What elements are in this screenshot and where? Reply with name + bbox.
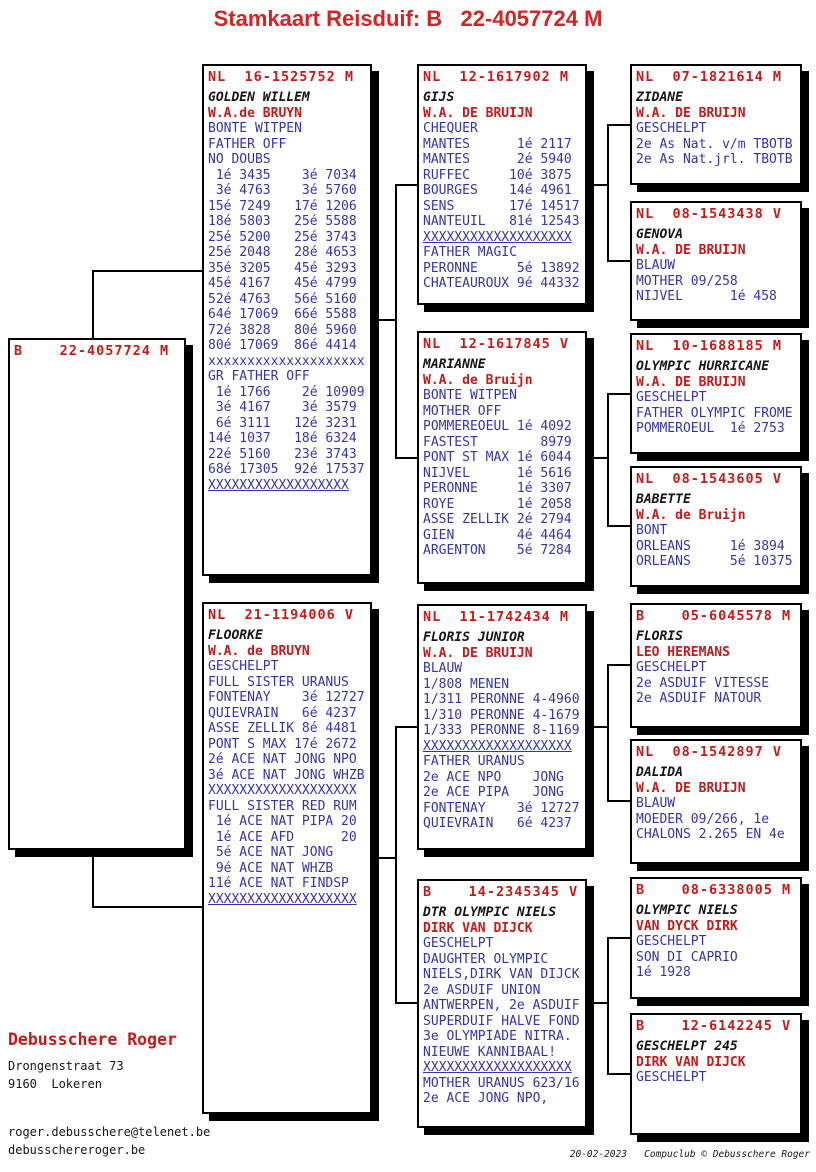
box-line-info: FATHER MAGIC xyxy=(423,245,517,260)
connector-line xyxy=(586,726,609,728)
connector-line xyxy=(586,184,609,186)
box-line-info: SUPERDUIF HALVE FOND xyxy=(423,1013,580,1029)
box-line-info: GESCHELPT xyxy=(636,390,707,405)
box-line-breeder: W.A. DE BRUIJN xyxy=(636,242,746,258)
box-line-info: FATHER OFF xyxy=(208,136,287,152)
box-lines xyxy=(636,227,796,305)
box-line-breeder: W.A. DE BRUIJN xyxy=(636,374,746,390)
box-line-info: 64é 17069 66é 5588 xyxy=(208,307,357,322)
box-line-info: PONT S MAX 17é 2672 xyxy=(208,736,357,752)
connector-line xyxy=(395,726,397,1004)
box-line-info: 2e ACE PIPA JONG xyxy=(423,785,564,800)
box-line-info: POMMEROEUL 1é 2753 xyxy=(636,421,785,436)
box-line-info: 1é ACE NAT PIPA 20 xyxy=(208,814,357,829)
box-line-info: FULL SISTER RED RUM xyxy=(208,798,357,814)
connector-line xyxy=(395,184,397,459)
box-line-info: NIJVEL 1é 5616 xyxy=(423,465,572,481)
page-title: Stamkaart Reisduif: B 22-4057724 M xyxy=(213,6,603,31)
box-line-info: FASTEST 8979 xyxy=(423,434,572,450)
pedigree-box-greatgrandparent-6 xyxy=(630,739,802,864)
box-line-info: 1/310 PERONNE 4-1679 xyxy=(423,707,580,723)
box-line-breeder: W.A. DE BRUIJN xyxy=(423,645,533,661)
box-line-info: 14é 1037 18é 6324 xyxy=(208,431,357,446)
box-line-info: 22é 5160 23é 3743 xyxy=(208,446,357,462)
box-line-info: 1é 1766 2é 10909 xyxy=(208,384,365,400)
box-line-infou: XXXXXXXXXXXXXXXXXXX xyxy=(423,1060,572,1075)
box-line-info: NANTEUIL 81é 12543 xyxy=(423,214,580,229)
box-line-info: POMMEREOEUL 1é 4092 xyxy=(423,419,572,434)
box-line-breeder: W.A. de BRUYN xyxy=(208,643,310,659)
connector-line xyxy=(607,260,631,262)
box-line-info: 3e OLYMPIADE NITRA. xyxy=(423,1029,572,1044)
software-credit: Compuclub © Debusschere Roger xyxy=(644,1149,810,1160)
box-line-info: 1é 1928 xyxy=(636,965,691,980)
box-code: NL 11-1742434 M xyxy=(423,609,570,625)
box-line-info: ARGENTON 5é 7284 xyxy=(423,543,572,558)
box-line-info: QUIEVRAIN 6é 4237 xyxy=(423,816,572,831)
box-line-info: BLAUW xyxy=(636,258,676,273)
pedigree-box-grandmother-paternal xyxy=(417,331,587,584)
connector-line xyxy=(92,270,203,272)
box-line-info: 3é ACE NAT JONG WHZB xyxy=(208,767,365,783)
connector-line xyxy=(607,393,609,527)
pedigree-box-greatgrandparent-8 xyxy=(630,1013,802,1135)
box-line-info: GESCHELPT xyxy=(636,660,707,675)
box-code: B 05-6045578 M xyxy=(636,608,792,624)
box-line-info: CHATEAUROUX 9é 44332 xyxy=(423,276,580,291)
connector-line xyxy=(586,1002,609,1004)
print-credit xyxy=(547,1138,810,1171)
owner-name: Debusschere Roger xyxy=(8,1030,177,1049)
box-line-info: BLAUW xyxy=(636,796,676,811)
box-line-name: MARIANNE xyxy=(423,357,486,372)
box-line-info: 2e ASDUIF VITESSE xyxy=(636,675,770,691)
box-line-info: MOTHER 09/258 xyxy=(636,273,738,289)
box-line-breeder: W.A. DE BRUIJN xyxy=(636,105,746,121)
box-line-info: 6é 3111 12é 3231 xyxy=(208,415,357,431)
box-line-name: FLOORKE xyxy=(208,628,263,643)
box-code: B 22-4057724 M xyxy=(14,343,170,359)
box-code: NL 07-1821614 M xyxy=(636,69,783,85)
connector-line xyxy=(607,124,609,262)
box-line-breeder: W.A. de Bruijn xyxy=(636,507,746,523)
box-line-info: 25é 2048 28é 4653 xyxy=(208,245,357,260)
box-line-info: QUIEVRAIN 6é 4237 xyxy=(208,705,357,721)
box-line-info: NIEUWE KANNIBAAL! xyxy=(423,1044,557,1060)
box-code: B 14-2345345 V xyxy=(423,884,579,900)
box-line-info: 72é 3828 80é 5960 xyxy=(208,322,357,338)
pedigree-box-greatgrandparent-5 xyxy=(630,603,802,728)
box-line-name: ZIDANE xyxy=(636,90,683,105)
pedigree-box-grandfather-paternal xyxy=(417,64,587,305)
box-line-breeder: W.A. DE BRUIJN xyxy=(636,780,746,796)
box-line-info: 2é ACE NAT JONG NPO xyxy=(208,752,357,767)
connector-line xyxy=(371,857,397,859)
box-line-name: OLYMPIC HURRICANE xyxy=(636,359,770,374)
owner-website: debusschereroger.be xyxy=(8,1143,146,1157)
connector-line xyxy=(92,848,94,908)
box-line-name: GESCHELPT 245 xyxy=(636,1039,738,1054)
box-code: NL 10-1688185 M xyxy=(636,338,783,354)
box-lines xyxy=(423,905,581,1107)
box-line-name: GOLDEN WILLEM xyxy=(208,90,310,105)
box-line-info: RUFFEC 10é 3875 xyxy=(423,167,572,183)
box-line-name: GENOVA xyxy=(636,227,683,242)
box-line-breeder: VAN DYCK DIRK xyxy=(636,918,738,934)
connector-line xyxy=(607,1073,631,1075)
connector-line xyxy=(607,664,631,666)
box-line-info: 3é 4167 3é 3579 xyxy=(208,400,357,415)
box-line-info: GIEN 4é 4464 xyxy=(423,527,572,543)
box-line-info: 45é 4167 45é 4799 xyxy=(208,276,357,291)
connector-line xyxy=(395,726,418,728)
box-code: B 12-6142245 V xyxy=(636,1018,792,1034)
box-line-infou: XXXXXXXXXXXXXXXXXXX xyxy=(423,229,572,245)
box-line-info: SON DI CAPRIO xyxy=(636,949,738,965)
box-line-name: DTR OLYMPIC NIELS xyxy=(423,905,557,920)
box-line-info: GESCHELPT xyxy=(636,1070,707,1085)
box-line-name: FLORIS JUNIOR xyxy=(423,630,525,645)
connector-line xyxy=(607,393,631,395)
box-line-info: FONTENAY 3é 12727 xyxy=(208,690,365,705)
box-line-info: NIELS,DIRK VAN DIJCK xyxy=(423,967,580,982)
box-line-info: 1/311 PERONNE 4-4960 xyxy=(423,692,580,707)
print-date: 20-02-2023 xyxy=(569,1149,627,1160)
pedigree-box-greatgrandparent-2 xyxy=(630,201,802,321)
box-line-info: DAUGHTER OLYMPIC xyxy=(423,951,549,967)
box-line-breeder: W.A.de BRUYN xyxy=(208,105,302,121)
box-line-name: DALIDA xyxy=(636,765,683,780)
box-line-info: 2e ASDUIF UNION xyxy=(423,982,541,998)
pedigree-box-greatgrandparent-1 xyxy=(630,64,802,185)
box-line-info: ASSE ZELLIK 8é 4481 xyxy=(208,721,357,736)
box-line-name: FLORIS xyxy=(636,629,683,644)
box-line-info: MANTES 2é 5940 xyxy=(423,152,572,167)
box-line-info: ASSE ZELLIK 2é 2794 xyxy=(423,512,572,527)
box-line-info: 68é 17305 92é 17537 xyxy=(208,462,365,477)
box-line-name: OLYMPIC NIELS xyxy=(636,903,738,918)
box-line-info: 2e ACE JONG NPO, xyxy=(423,1091,549,1106)
box-lines xyxy=(208,628,366,907)
box-line-info: BONTE WITPEN xyxy=(423,388,517,403)
box-line-info: 18é 5803 25é 5588 xyxy=(208,214,357,229)
box-code: NL 12-1617902 M xyxy=(423,69,570,85)
box-line-info: GESCHELPT xyxy=(208,659,279,674)
box-lines xyxy=(636,765,796,843)
box-line-info: 25é 5200 25é 3743 xyxy=(208,229,357,245)
box-code: NL 12-1617845 V xyxy=(423,336,570,352)
connector-line xyxy=(395,457,418,459)
connector-line xyxy=(92,270,94,340)
box-line-info: PERONNE 5é 13892 xyxy=(423,260,580,276)
connector-line xyxy=(395,1002,418,1004)
box-line-info: MOTHER OFF xyxy=(423,403,502,419)
box-line-infou: XXXXXXXXXXXXXXXXXX xyxy=(208,477,349,493)
box-line-info: MANTES 1é 2117 xyxy=(423,136,572,152)
box-line-name: GIJS xyxy=(423,90,455,105)
pedigree-box-father xyxy=(202,64,372,576)
connector-line xyxy=(92,906,203,908)
box-line-info: CHEQUER xyxy=(423,121,478,136)
box-lines xyxy=(423,90,581,292)
connector-line xyxy=(607,800,631,802)
box-line-info: xxxxxxxxxxxxxxxxxxxx xyxy=(208,353,365,369)
box-line-info: 1é 3435 3é 7034 xyxy=(208,167,357,183)
box-line-info: FULL SISTER URANUS xyxy=(208,674,349,690)
box-line-info: PERONNE 1é 3307 xyxy=(423,481,572,496)
box-code: NL 08-1542897 V xyxy=(636,744,783,760)
box-code: B 08-6338005 M xyxy=(636,882,792,898)
box-line-breeder: DIRK VAN DIJCK xyxy=(423,920,533,936)
connector-line xyxy=(607,664,609,802)
pedigree-box-greatgrandparent-3 xyxy=(630,333,802,454)
box-lines xyxy=(636,903,796,981)
box-line-info: 3é 4763 3é 5760 xyxy=(208,183,357,198)
pedigree-box-greatgrandparent-4 xyxy=(630,466,802,587)
box-line-breeder: LEO HEREMANS xyxy=(636,644,730,660)
box-line-info: GESCHELPT xyxy=(423,936,494,951)
box-line-info: PONT ST MAX 1é 6044 xyxy=(423,450,572,465)
connector-line xyxy=(607,937,609,1075)
box-line-info: BLAUW xyxy=(423,661,463,676)
box-line-info: 52é 4763 56é 5160 xyxy=(208,291,357,307)
box-line-breeder: DIRK VAN DIJCK xyxy=(636,1054,746,1070)
pedigree-box-grandmother-maternal xyxy=(417,879,587,1128)
box-code: NL 16-1525752 M xyxy=(208,69,355,85)
box-line-info: 2e ACE NPO JONG xyxy=(423,769,564,785)
box-line-info: 15é 7249 17é 1206 xyxy=(208,198,357,214)
pedigree-box-grandfather-maternal xyxy=(417,604,587,850)
box-line-name: BABETTE xyxy=(636,492,691,507)
connector-line xyxy=(371,319,397,321)
box-line-info: 1/333 PERONNE 8-1169 xyxy=(423,723,580,738)
box-line-info: BONT xyxy=(636,523,668,538)
box-lines xyxy=(636,1039,796,1086)
box-line-info: 2e As Nat.jrl. TBOTB xyxy=(636,152,793,167)
box-line-info: SENS 17é 14517 xyxy=(423,198,580,214)
box-code: NL 08-1543605 V xyxy=(636,471,783,487)
box-line-infou: XXXXXXXXXXXXXXXXXXX xyxy=(208,891,357,907)
box-line-info: GESCHELPT xyxy=(636,121,707,136)
box-lines xyxy=(636,90,796,168)
box-line-info: XXXXXXXXXXXXXXXXXXX xyxy=(208,783,357,798)
box-lines xyxy=(423,357,581,559)
owner-email: roger.debusschere@telenet.be xyxy=(8,1125,211,1139)
pedigree-box-subject xyxy=(8,338,186,850)
box-line-info: NIJVEL 1é 458 xyxy=(636,289,777,304)
box-line-breeder: W.A. de Bruijn xyxy=(423,372,533,388)
box-line-info: 35é 3205 45é 3293 xyxy=(208,260,357,276)
box-lines xyxy=(423,630,581,832)
box-line-info: ROYE 1é 2058 xyxy=(423,496,572,512)
box-line-info: 1/808 MENEN xyxy=(423,676,510,692)
connector-line xyxy=(395,184,418,186)
owner-street: Drongenstraat 73 xyxy=(8,1059,124,1073)
pedigree-box-mother xyxy=(202,602,372,1114)
box-lines xyxy=(636,359,796,437)
connector-line xyxy=(586,457,609,459)
box-lines xyxy=(636,629,796,707)
box-line-info: 9é ACE NAT WHZB xyxy=(208,860,334,876)
box-line-info: 11é ACE NAT FINDSP xyxy=(208,876,349,891)
box-line-info: FATHER OLYMPIC FROME xyxy=(636,405,793,421)
credit-gap xyxy=(627,1149,644,1160)
connector-line xyxy=(607,937,631,939)
box-line-info: NO DOUBS xyxy=(208,152,271,167)
box-lines xyxy=(208,90,366,493)
connector-line xyxy=(607,525,631,527)
box-line-info: FONTENAY 3é 12727 xyxy=(423,800,580,816)
owner-city: 9160 Lokeren xyxy=(8,1077,102,1091)
box-code: NL 08-1543438 V xyxy=(636,206,783,222)
box-line-info: FATHER URANUS xyxy=(423,754,525,769)
box-line-info: 5é ACE NAT JONG xyxy=(208,845,334,860)
box-line-info: BONTE WITPEN xyxy=(208,121,302,136)
box-line-info: 1é ACE AFD 20 xyxy=(208,829,357,845)
box-line-info: 2e As Nat. v/m TBOTB xyxy=(636,136,793,152)
box-line-info: 80é 17069 86é 4414 xyxy=(208,338,357,353)
box-line-info: ORLEANS 5é 10375 xyxy=(636,554,793,569)
box-line-info: ANTWERPEN, 2e ASDUIF xyxy=(423,998,580,1013)
box-line-info: BOURGES 14é 4961 xyxy=(423,183,572,198)
box-lines xyxy=(636,492,796,570)
box-line-infou: XXXXXXXXXXXXXXXXXXX xyxy=(423,738,572,754)
box-line-info: GR FATHER OFF xyxy=(208,369,310,384)
box-line-info: 2e ASDUIF NATOUR xyxy=(636,691,762,706)
box-code: NL 21-1194006 V xyxy=(208,607,355,623)
box-line-info: MOTHER URANUS 623/16 xyxy=(423,1075,580,1091)
box-line-info: CHALONS 2.265 EN 4e xyxy=(636,827,785,842)
box-line-breeder: W.A. DE BRUIJN xyxy=(423,105,533,121)
connector-line xyxy=(607,124,631,126)
pedigree-box-greatgrandparent-7 xyxy=(630,877,802,999)
box-line-info: GESCHELPT xyxy=(636,934,707,949)
box-line-info: ORLEANS 1é 3894 xyxy=(636,538,785,554)
box-line-info: MOEDER 09/266, 1e xyxy=(636,811,770,827)
